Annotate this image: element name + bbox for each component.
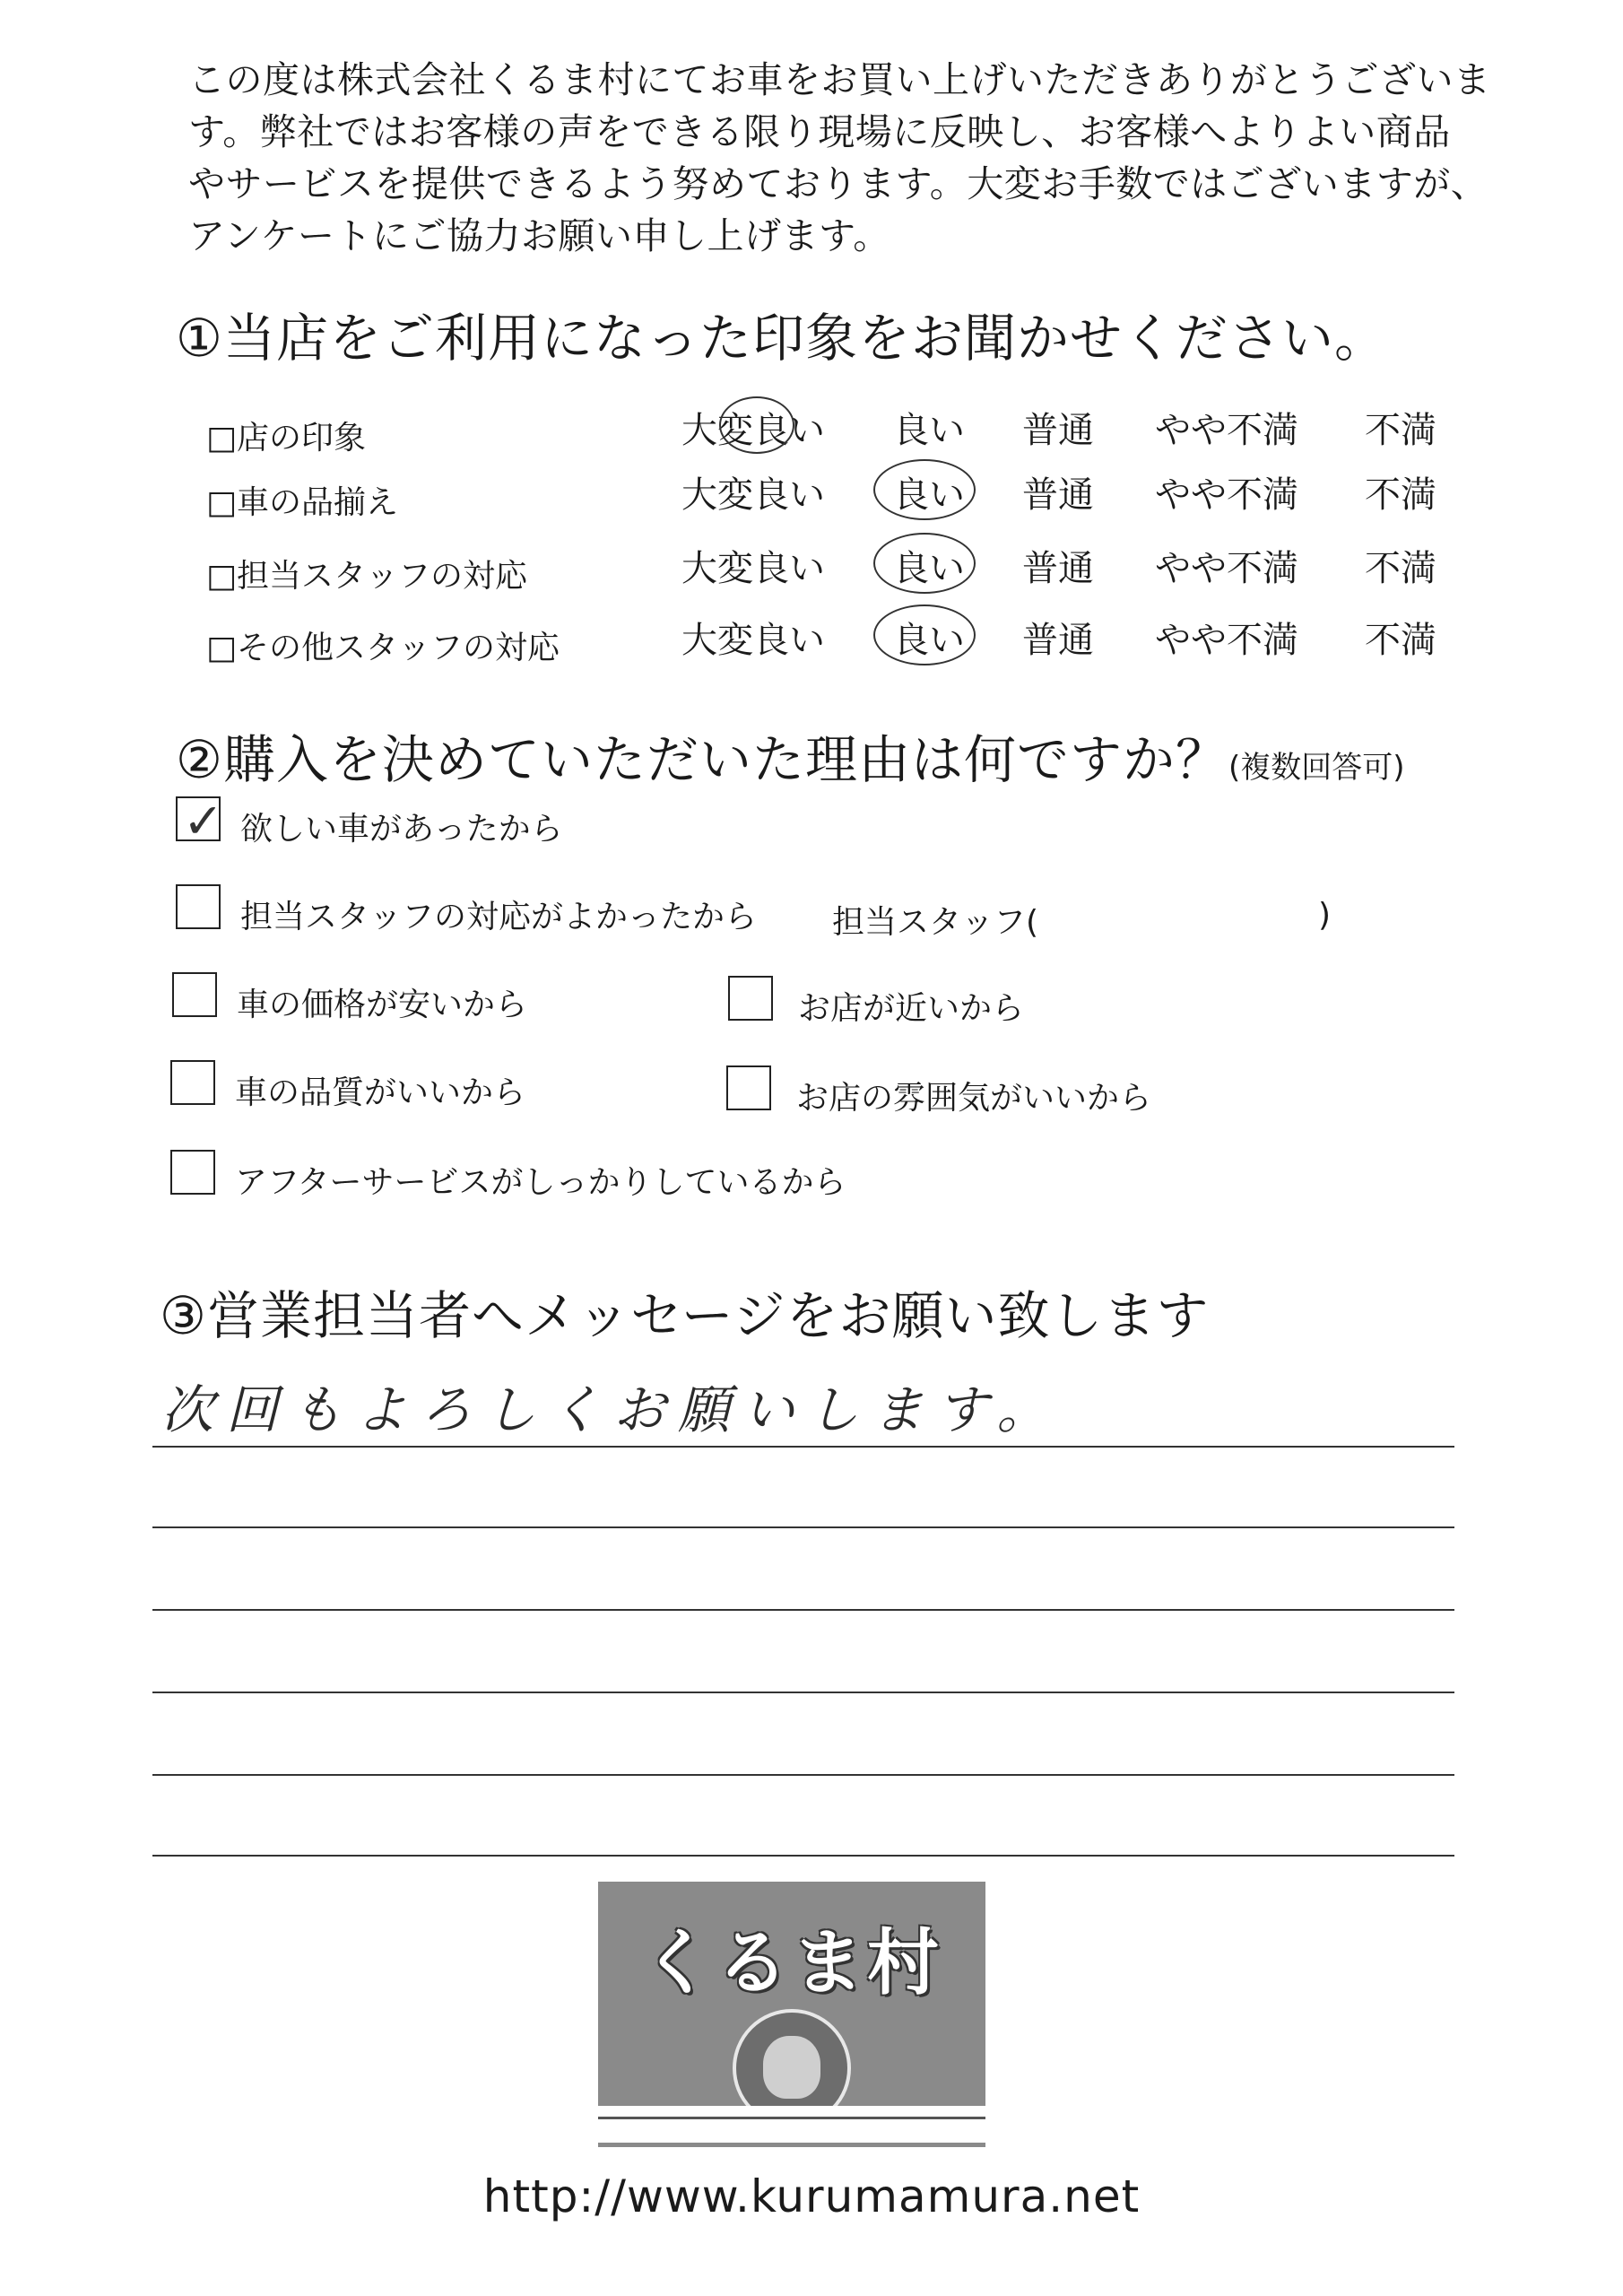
message-line (152, 1774, 1454, 1776)
option-dissatisfied[interactable]: 不満 (1365, 620, 1436, 661)
option-good[interactable]: 良い (893, 410, 965, 451)
selection-circle (719, 396, 794, 454)
reason-label: お店が近いから (798, 990, 1025, 1027)
q3-title: ③営業担当者へメッセージをお願い致します (160, 1285, 1210, 1346)
website-url[interactable]: http://www.kurumamura.net (482, 2170, 1141, 2222)
logo-stripe (598, 2106, 985, 2117)
checkbox[interactable] (728, 976, 773, 1021)
intro-paragraph (188, 54, 1491, 262)
selection-circle (873, 459, 976, 520)
option-dissatisfied[interactable]: 不満 (1365, 548, 1436, 589)
option-very-good[interactable]: 大変良い (681, 474, 825, 516)
selection-circle (873, 533, 976, 594)
q1-row-label: □車の品揃え (206, 484, 399, 521)
option-somewhat-dissatisfied[interactable]: やや不満 (1155, 410, 1298, 451)
q1-row-staff-response (206, 540, 1480, 594)
option-somewhat-dissatisfied[interactable]: やや不満 (1155, 548, 1298, 589)
q2-title-text: ②購入を決めていただいた理由は何ですか？ (176, 729, 1228, 790)
mascot-figure-icon (763, 2036, 820, 2099)
reason-label: 車の品質がいいから (235, 1074, 526, 1111)
q1-title: ①当店をご利用になった印象をお聞かせください。 (176, 308, 1387, 369)
reason-label: お店の雰囲気がいいから (796, 1080, 1152, 1117)
message-line (152, 1526, 1454, 1528)
staff-name-label: 担当スタッフ( (832, 904, 1039, 941)
staff-name-close: ) (1318, 897, 1332, 934)
q2-note: (複数回答可) (1228, 750, 1405, 786)
option-very-good[interactable]: 大変良い (681, 620, 825, 661)
company-logo (598, 1882, 985, 2147)
option-dissatisfied[interactable]: 不満 (1365, 410, 1436, 451)
checkbox[interactable] (726, 1065, 771, 1110)
option-good[interactable]: 良い (893, 548, 965, 589)
intro-line: やサービスを提供できるよう努めております。大変お手数ではございますが、 (188, 162, 1488, 205)
option-very-good[interactable]: 大変良い (681, 410, 825, 451)
handwritten-message[interactable]: 次回もよろしくお願いします。 (161, 1379, 1062, 1440)
option-somewhat-dissatisfied[interactable]: やや不満 (1155, 474, 1298, 516)
q1-row-label: □その他スタッフの対応 (206, 630, 560, 666)
reason-label: 担当スタッフの対応がよかったから (240, 899, 758, 935)
q2-title (176, 718, 1405, 793)
selection-circle (873, 604, 976, 665)
reason-label: 欲しい車があったから (240, 811, 563, 848)
intro-line: アンケートにご協力お願い申し上げます。 (188, 214, 890, 257)
option-average[interactable]: 普通 (1022, 474, 1094, 516)
checkbox[interactable] (170, 1150, 215, 1195)
logo-text: くるま村 (641, 1921, 942, 2005)
q1-row-other-staff-response (206, 612, 1480, 665)
message-line (152, 1609, 1454, 1611)
checkbox[interactable] (172, 972, 217, 1017)
reason-label: 車の価格が安いから (237, 987, 528, 1023)
reason-label: アフターサービスがしっかりしているから (235, 1164, 846, 1201)
option-good[interactable]: 良い (893, 474, 965, 516)
q1-row-store-impression (206, 402, 1480, 456)
checkbox[interactable] (170, 1060, 215, 1105)
option-dissatisfied[interactable]: 不満 (1365, 474, 1436, 516)
checkbox[interactable] (176, 884, 221, 929)
logo-stripe (598, 2117, 985, 2143)
q1-row-label: □担当スタッフの対応 (206, 558, 528, 595)
q1-row-car-selection (206, 466, 1480, 520)
checkbox[interactable] (176, 793, 224, 849)
option-average[interactable]: 普通 (1022, 548, 1094, 589)
check-mark-icon: ✓ (183, 793, 224, 849)
message-line (152, 1692, 1454, 1693)
message-line (152, 1446, 1454, 1448)
option-average[interactable]: 普通 (1022, 410, 1094, 451)
option-average[interactable]: 普通 (1022, 620, 1094, 661)
q1-row-label: □店の印象 (206, 420, 367, 457)
option-somewhat-dissatisfied[interactable]: やや不満 (1155, 620, 1298, 661)
intro-line: す。弊社ではお客様の声をできる限り現場に反映し、お客様へよりよい商品 (188, 110, 1451, 153)
message-line (152, 1855, 1454, 1857)
option-very-good[interactable]: 大変良い (681, 548, 825, 589)
intro-line: この度は株式会社くるま村にてお車をお買い上げいただきありがとうございま (188, 58, 1491, 101)
option-good[interactable]: 良い (893, 620, 965, 661)
